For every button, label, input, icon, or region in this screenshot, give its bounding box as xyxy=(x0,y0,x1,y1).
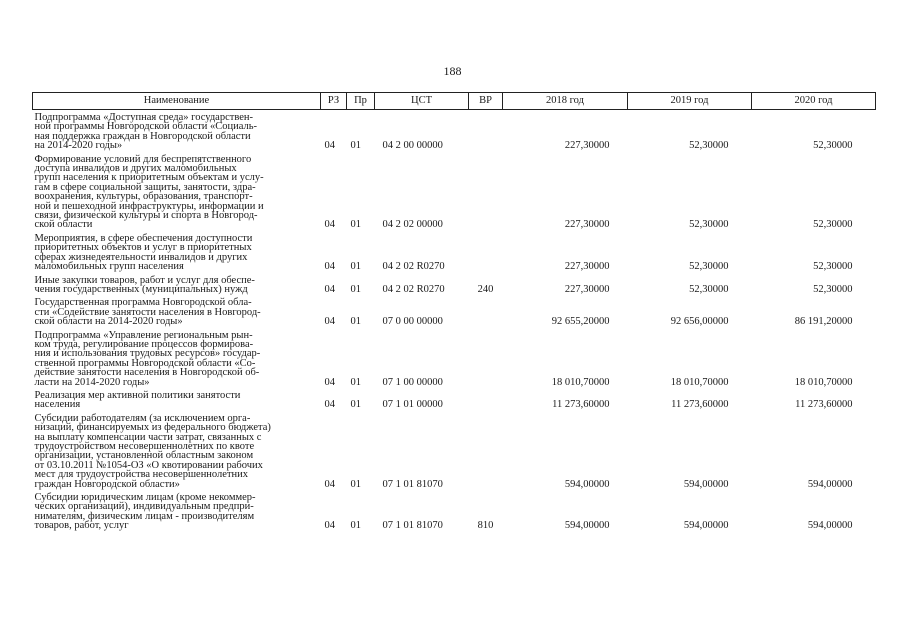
table-row xyxy=(33,411,876,490)
row-rz: 04 xyxy=(324,261,335,273)
row-pr: 01 xyxy=(350,316,361,328)
row-amount-2020: 52,30000 xyxy=(813,140,853,152)
row-pr: 01 xyxy=(350,399,361,411)
budget-table xyxy=(32,92,876,532)
row-cst: 07 1 01 81070 xyxy=(382,520,443,532)
row-vr xyxy=(469,152,503,231)
row-cst: 07 1 01 81070 xyxy=(382,478,443,490)
row-rz: 04 xyxy=(324,399,335,411)
row-rz: 04 xyxy=(324,316,335,328)
row-amount-2019: 52,30000 xyxy=(689,261,729,273)
row-vr xyxy=(469,110,503,152)
row-rz: 04 xyxy=(324,140,335,152)
column-header-cst: ЦСТ xyxy=(375,93,469,110)
row-amount-2019: 594,00000 xyxy=(683,520,729,532)
row-amount-2020: 594,00000 xyxy=(807,520,853,532)
row-name: Иные закупки товаров, работ и услуг для обеспе- чения государственных (муниципальных) нужд xyxy=(34,274,255,295)
row-name: Субсидии юридическим лицам (кроме некоммер- ческих организаций), индивидуальным предпри- нимателям, физическим лицам - производителям товаров, работ, услуг xyxy=(34,492,256,532)
row-pr: 01 xyxy=(350,478,361,490)
row-amount-2020: 594,00000 xyxy=(807,478,853,490)
row-amount-2019: 11 273,60000 xyxy=(671,399,729,411)
row-vr xyxy=(469,411,503,490)
row-vr xyxy=(469,231,503,273)
row-vr: 240 xyxy=(477,283,494,295)
row-rz: 04 xyxy=(324,520,335,532)
column-header-name: Наименование xyxy=(33,93,321,110)
row-vr xyxy=(469,388,503,411)
row-amount-2019: 52,30000 xyxy=(689,283,729,295)
row-rz: 04 xyxy=(324,376,335,388)
row-cst: 04 2 02 R0270 xyxy=(382,261,445,273)
row-name: Реализация мер активной политики занятости населения xyxy=(34,389,241,411)
row-amount-2020: 11 273,60000 xyxy=(795,399,853,411)
row-pr: 01 xyxy=(350,261,361,273)
row-rz: 04 xyxy=(324,283,335,295)
row-cst: 07 1 01 00000 xyxy=(382,399,443,411)
row-name: Подпрограмма «Доступная среда» государствен- ной программы Новгородской области «Социаль- ная поддержка граждан в Новгородской области на 2014-2020 годы» xyxy=(34,112,258,152)
table-header xyxy=(33,93,876,110)
table-row xyxy=(33,490,876,532)
column-header-2019: 2019 год xyxy=(628,93,752,110)
row-name: Субсидии работодателям (за исключением орга- низаций, финансируемых из федерального бюджета) на выплату компенсации части затрат, связанных с трудоустройством несовершеннолетних по квоте организации, установленной областным законом от 03.10.2011 №1054-ОЗ «О квотировании рабочих мест для трудоустройства несовершеннолетних граждан Новгородской области» xyxy=(34,412,271,490)
header-row xyxy=(33,93,876,110)
row-amount-2018: 11 273,60000 xyxy=(552,399,610,411)
row-name: Государственная программа Новгородской обла- сти «Содействие занятости населения в Новгород- ской области на 2014-2020 годы» xyxy=(34,297,261,328)
row-amount-2018: 227,30000 xyxy=(564,283,610,295)
row-cst: 04 2 00 00000 xyxy=(382,140,443,152)
page-number: 188 xyxy=(443,64,462,78)
row-pr: 01 xyxy=(350,283,361,295)
column-header-2018: 2018 год xyxy=(503,93,628,110)
row-cst: 04 2 02 R0270 xyxy=(382,283,445,295)
row-pr: 01 xyxy=(350,219,361,231)
row-amount-2020: 52,30000 xyxy=(813,283,853,295)
row-amount-2019: 594,00000 xyxy=(683,478,729,490)
row-amount-2018: 227,30000 xyxy=(564,261,610,273)
row-vr xyxy=(469,295,503,327)
row-pr: 01 xyxy=(350,376,361,388)
row-name: Формирование условий для беспрепятственного доступа инвалидов и других маломобильных групп населения к приоритетным объектам и услу- гам в сфере социальной защиты, занятости, здра- воохранения, культуры, образования, транспорт- ной и пешеходной инфраструктуры, информации и связи, физической культуры и спорта в Новгород- ской области xyxy=(34,153,264,231)
column-header-pr: Пр xyxy=(347,93,375,110)
row-cst: 04 2 02 00000 xyxy=(382,219,443,231)
row-cst: 07 0 00 00000 xyxy=(382,316,443,328)
row-name: Мероприятия, в сфере обеспечения доступности приоритетных объектов и услуг в приоритетных сферах жизнедеятельности инвалидов и других маломобильных групп населения xyxy=(34,232,253,273)
table-row xyxy=(33,231,876,273)
table-row xyxy=(33,273,876,296)
column-header-rz: РЗ xyxy=(321,93,347,110)
row-amount-2018: 18 010,70000 xyxy=(551,376,610,388)
row-name: Подпрограмма «Управление региональным рын- ком труда, регулирование процессов формирова- ния и использования трудовых ресурсов» государ- ственной программы Новгородской области «Со- действие занятости населения в Новгородской об- ласти на 2014-2020 годы» xyxy=(34,329,261,388)
row-vr xyxy=(469,328,503,388)
table-row xyxy=(33,152,876,231)
row-amount-2018: 227,30000 xyxy=(564,219,610,231)
row-amount-2019: 92 656,00000 xyxy=(670,316,729,328)
row-rz: 04 xyxy=(324,478,335,490)
table-row xyxy=(33,295,876,327)
row-rz: 04 xyxy=(324,219,335,231)
row-amount-2019: 52,30000 xyxy=(689,140,729,152)
row-amount-2020: 52,30000 xyxy=(813,219,853,231)
row-amount-2019: 52,30000 xyxy=(689,219,729,231)
row-vr: 810 xyxy=(477,520,494,532)
column-header-2020: 2020 год xyxy=(752,93,876,110)
row-amount-2020: 52,30000 xyxy=(813,261,853,273)
row-amount-2020: 18 010,70000 xyxy=(794,376,853,388)
row-pr: 01 xyxy=(350,140,361,152)
table-row xyxy=(33,328,876,388)
table-body xyxy=(33,110,876,532)
row-amount-2018: 227,30000 xyxy=(564,140,610,152)
row-amount-2019: 18 010,70000 xyxy=(670,376,729,388)
table-row xyxy=(33,110,876,152)
row-amount-2018: 594,00000 xyxy=(564,478,610,490)
row-amount-2018: 92 655,20000 xyxy=(551,316,610,328)
row-pr: 01 xyxy=(350,520,361,532)
table-row xyxy=(33,388,876,411)
row-cst: 07 1 00 00000 xyxy=(382,376,443,388)
row-amount-2020: 86 191,20000 xyxy=(794,316,853,328)
column-header-vr: ВР xyxy=(469,93,503,110)
row-amount-2018: 594,00000 xyxy=(564,520,610,532)
